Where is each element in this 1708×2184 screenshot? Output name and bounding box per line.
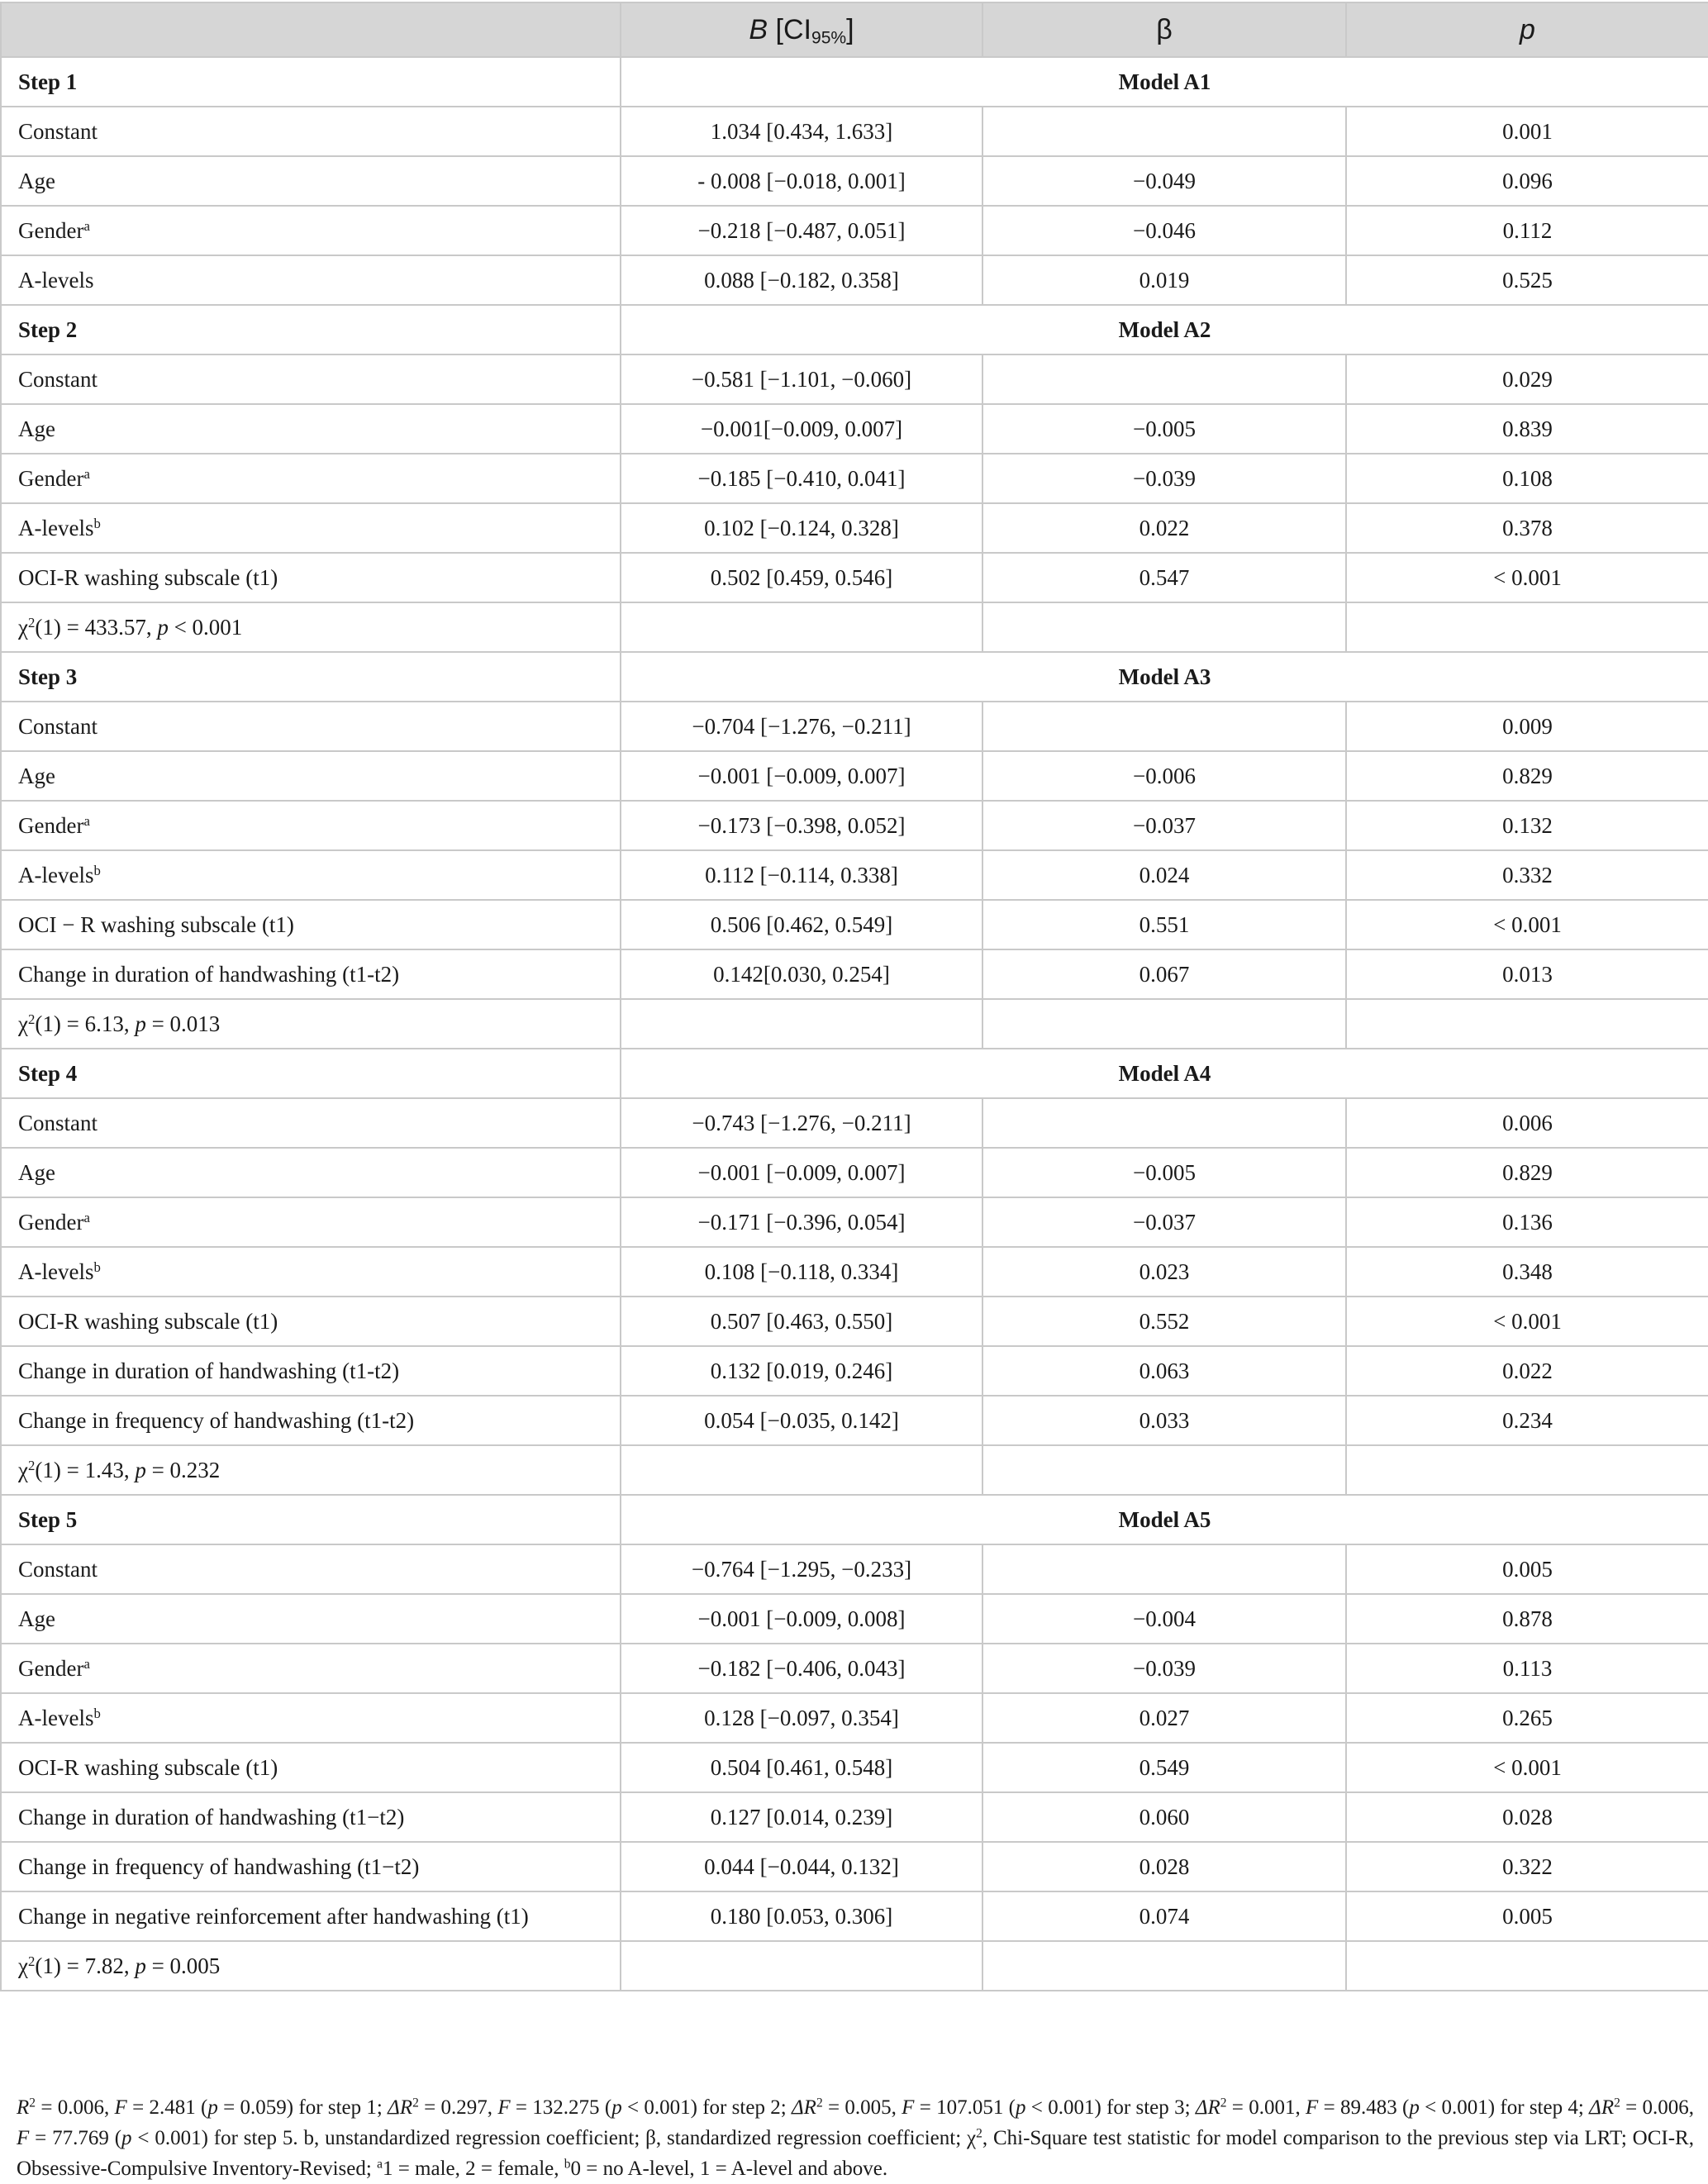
table-row	[1, 454, 1708, 503]
b-ci-value: −0.581 [−1.101, −0.060]	[621, 354, 982, 404]
b-ci-value: 0.112 [−0.114, 0.338]	[621, 850, 982, 900]
beta-value: 0.060	[982, 1792, 1346, 1842]
model-label: Model A5	[621, 1495, 1708, 1544]
beta-value: 0.549	[982, 1743, 1346, 1792]
beta-value: 0.024	[982, 850, 1346, 900]
p-value: 0.839	[1346, 404, 1708, 454]
b-ci-value: −0.764 [−1.295, −0.233]	[621, 1544, 982, 1594]
model-label: Model A1	[621, 57, 1708, 107]
predictor-label	[1, 503, 621, 553]
chi-symbol: χ	[18, 1953, 28, 1978]
chi-symbol: χ	[18, 1457, 28, 1482]
predictor-label	[1, 1346, 621, 1396]
empty-cell	[1346, 999, 1708, 1049]
header-p: p	[1346, 2, 1708, 57]
b-ci-value: 0.142[0.030, 0.254]	[621, 949, 982, 999]
beta-value: −0.049	[982, 156, 1346, 206]
table-row	[1, 702, 1708, 751]
predictor-name: Change in frequency of handwashing (t1−t2)	[18, 1853, 420, 1879]
beta-value	[982, 1098, 1346, 1148]
beta-value: 0.547	[982, 553, 1346, 602]
b-ci-value: 1.034 [0.434, 1.633]	[621, 107, 982, 156]
beta-value: 0.551	[982, 900, 1346, 949]
chi-p-symbol: p	[135, 1011, 146, 1036]
chi-square-stat	[1, 999, 621, 1049]
beta-value: 0.033	[982, 1396, 1346, 1445]
predictor-label	[1, 255, 621, 305]
table-row	[1, 1148, 1708, 1197]
table-row	[1, 1396, 1708, 1445]
p-value: 0.029	[1346, 354, 1708, 404]
table-row	[1, 1842, 1708, 1891]
b-ci-value: 0.507 [0.463, 0.550]	[621, 1297, 982, 1346]
predictor-name: Gender	[18, 812, 84, 838]
predictor-name: Constant	[18, 366, 98, 392]
predictor-footnote-mark: a	[83, 812, 90, 829]
b-ci-value: −0.218 [−0.487, 0.051]	[621, 206, 982, 255]
beta-value: 0.023	[982, 1247, 1346, 1297]
b-ci-value: −0.182 [−0.406, 0.043]	[621, 1644, 982, 1693]
predictor-label	[1, 107, 621, 156]
table-row	[1, 553, 1708, 602]
p-value: 0.005	[1346, 1544, 1708, 1594]
table-row	[1, 404, 1708, 454]
beta-value: 0.022	[982, 503, 1346, 553]
predictor-name: Gender	[18, 1209, 84, 1235]
step-label: Step 1	[1, 57, 621, 107]
b-ci-value: 0.102 [−0.124, 0.328]	[621, 503, 982, 553]
predictor-name: A-levels	[18, 1705, 94, 1730]
predictor-name: Change in duration of handwashing (t1-t2)	[18, 1358, 400, 1383]
table-row	[1, 1297, 1708, 1346]
predictor-name: Constant	[18, 713, 98, 739]
empty-cell	[982, 999, 1346, 1049]
chi-square-row	[1, 999, 1708, 1049]
predictor-footnote-mark: a	[83, 217, 90, 234]
b-ci-value: −0.704 [−1.276, −0.211]	[621, 702, 982, 751]
predictor-label	[1, 1544, 621, 1594]
b-ci-value: 0.044 [−0.044, 0.132]	[621, 1842, 982, 1891]
empty-cell	[621, 602, 982, 652]
beta-value: 0.067	[982, 949, 1346, 999]
b-ci-value: −0.001 [−0.009, 0.007]	[621, 751, 982, 801]
chi-df-value: (1) = 433.57,	[35, 614, 158, 640]
predictor-name: Constant	[18, 1556, 98, 1582]
beta-value: −0.039	[982, 454, 1346, 503]
p-value: 0.113	[1346, 1644, 1708, 1693]
predictor-name: A-levels	[18, 1259, 94, 1284]
table-row	[1, 1693, 1708, 1743]
predictor-label	[1, 702, 621, 751]
step-header-row	[1, 57, 1708, 107]
empty-cell	[982, 1941, 1346, 1991]
table-row	[1, 801, 1708, 850]
header-beta: β	[982, 2, 1346, 57]
table-row	[1, 503, 1708, 553]
chi-superscript: 2	[27, 1011, 36, 1027]
p-value: < 0.001	[1346, 553, 1708, 602]
model-label: Model A2	[621, 305, 1708, 354]
predictor-label	[1, 1297, 621, 1346]
predictor-name: Age	[18, 763, 55, 788]
beta-value	[982, 702, 1346, 751]
predictor-name: Age	[18, 416, 55, 441]
predictor-label	[1, 949, 621, 999]
predictor-footnote-mark: b	[93, 515, 101, 531]
chi-p-value: < 0.001	[168, 614, 243, 640]
beta-value: 0.019	[982, 255, 1346, 305]
p-value: < 0.001	[1346, 1743, 1708, 1792]
predictor-name: Age	[18, 168, 55, 193]
predictor-label	[1, 1644, 621, 1693]
beta-value: 0.027	[982, 1693, 1346, 1743]
predictor-name: Change in negative reinforcement after handwashing (t1)	[18, 1903, 529, 1929]
predictor-name: OCI − R washing subscale (t1)	[18, 911, 294, 937]
p-value: 0.013	[1346, 949, 1708, 999]
beta-value	[982, 1544, 1346, 1594]
p-value: 0.265	[1346, 1693, 1708, 1743]
predictor-label	[1, 1743, 621, 1792]
p-value: 0.348	[1346, 1247, 1708, 1297]
header-b: B $[CI_{95\%}]$	[621, 2, 982, 57]
p-value: 0.332	[1346, 850, 1708, 900]
p-value: 0.009	[1346, 702, 1708, 751]
step-label: Step 3	[1, 652, 621, 702]
predictor-label	[1, 553, 621, 602]
predictor-label	[1, 1792, 621, 1842]
predictor-name: Gender	[18, 465, 84, 491]
predictor-footnote-mark: b	[93, 1705, 101, 1721]
table-body	[1, 57, 1708, 1991]
predictor-label	[1, 751, 621, 801]
table-row	[1, 1346, 1708, 1396]
chi-p-symbol: p	[135, 1953, 146, 1978]
table-row	[1, 1743, 1708, 1792]
beta-value	[982, 107, 1346, 156]
step-label: Step 4	[1, 1049, 621, 1098]
table-row	[1, 1792, 1708, 1842]
b-ci-value: −0.001 [−0.009, 0.008]	[621, 1594, 982, 1644]
p-value: 0.378	[1346, 503, 1708, 553]
b-ci-value: 0.132 [0.019, 0.246]	[621, 1346, 982, 1396]
predictor-label	[1, 900, 621, 949]
p-value: 0.006	[1346, 1098, 1708, 1148]
table-row	[1, 1544, 1708, 1594]
predictor-label	[1, 1396, 621, 1445]
b-ci-value: 0.504 [0.461, 0.548]	[621, 1743, 982, 1792]
chi-p-value: = 0.232	[145, 1457, 221, 1482]
p-value: 0.005	[1346, 1891, 1708, 1941]
predictor-name: Age	[18, 1606, 55, 1631]
empty-cell	[621, 1445, 982, 1495]
b-ci-value: −0.001[−0.009, 0.007]	[621, 404, 982, 454]
table-row	[1, 107, 1708, 156]
chi-superscript: 2	[27, 1953, 36, 1969]
p-value: < 0.001	[1346, 1297, 1708, 1346]
model-label: Model A4	[621, 1049, 1708, 1098]
predictor-name: A-levels	[18, 862, 94, 887]
empty-cell	[621, 999, 982, 1049]
table-row	[1, 1197, 1708, 1247]
predictor-label	[1, 1197, 621, 1247]
chi-df-value: (1) = 7.82,	[35, 1953, 136, 1978]
empty-cell	[982, 602, 1346, 652]
predictor-name: Gender	[18, 217, 84, 243]
b-ci-value: −0.743 [−1.276, −0.211]	[621, 1098, 982, 1148]
b-ci-value: 0.180 [0.053, 0.306]	[621, 1891, 982, 1941]
beta-value: 0.074	[982, 1891, 1346, 1941]
chi-p-value: = 0.005	[145, 1953, 221, 1978]
predictor-label	[1, 354, 621, 404]
table-row	[1, 751, 1708, 801]
chi-square-stat	[1, 1941, 621, 1991]
predictor-name: Age	[18, 1159, 55, 1185]
p-value: 0.878	[1346, 1594, 1708, 1644]
p-value: 0.028	[1346, 1792, 1708, 1842]
step-header-row	[1, 1495, 1708, 1544]
predictor-label	[1, 404, 621, 454]
p-value: < 0.001	[1346, 900, 1708, 949]
b-ci-value: 0.108 [−0.118, 0.334]	[621, 1247, 982, 1297]
b-ci-value: - 0.008 [−0.018, 0.001]	[621, 156, 982, 206]
b-ci-value: 0.054 [−0.035, 0.142]	[621, 1396, 982, 1445]
b-ci-value: 0.088 [−0.182, 0.358]	[621, 255, 982, 305]
predictor-label	[1, 1098, 621, 1148]
predictor-label	[1, 454, 621, 503]
predictor-name: A-levels	[18, 267, 94, 293]
predictor-footnote-mark: a	[83, 465, 90, 482]
predictor-name: Constant	[18, 1110, 98, 1135]
b-ci-value: 0.128 [−0.097, 0.354]	[621, 1693, 982, 1743]
regression-table	[0, 2, 1708, 1991]
table-row	[1, 255, 1708, 305]
beta-value: −0.039	[982, 1644, 1346, 1693]
table-row	[1, 949, 1708, 999]
predictor-name: Change in duration of handwashing (t1−t2)	[18, 1804, 405, 1830]
predictor-label	[1, 1842, 621, 1891]
b-ci-value: 0.506 [0.462, 0.549]	[621, 900, 982, 949]
beta-value: −0.005	[982, 1148, 1346, 1197]
p-value: 0.001	[1346, 107, 1708, 156]
b-ci-value: −0.001 [−0.009, 0.007]	[621, 1148, 982, 1197]
predictor-name: Gender	[18, 1655, 84, 1681]
b-ci-value: −0.171 [−0.396, 0.054]	[621, 1197, 982, 1247]
predictor-footnote-mark: a	[83, 1209, 90, 1225]
chi-square-stat	[1, 602, 621, 652]
empty-cell	[1346, 1445, 1708, 1495]
predictor-label	[1, 1148, 621, 1197]
empty-cell	[1346, 602, 1708, 652]
chi-p-symbol: p	[135, 1457, 146, 1482]
b-ci-value: 0.502 [0.459, 0.546]	[621, 553, 982, 602]
beta-value: −0.005	[982, 404, 1346, 454]
predictor-label	[1, 850, 621, 900]
table-row	[1, 1891, 1708, 1941]
predictor-footnote-mark: a	[83, 1655, 90, 1672]
header-predictor	[1, 2, 621, 57]
chi-df-value: (1) = 1.43,	[35, 1457, 136, 1482]
predictor-footnote-mark: b	[93, 862, 101, 878]
predictor-name: OCI-R washing subscale (t1)	[18, 1308, 278, 1334]
b-ci-value: 0.127 [0.014, 0.239]	[621, 1792, 982, 1842]
table-row	[1, 156, 1708, 206]
chi-superscript: 2	[27, 614, 36, 630]
empty-cell	[621, 1941, 982, 1991]
p-value: 0.525	[1346, 255, 1708, 305]
p-value: 0.322	[1346, 1842, 1708, 1891]
beta-value: −0.046	[982, 206, 1346, 255]
model-label: Model A3	[621, 652, 1708, 702]
empty-cell	[982, 1445, 1346, 1495]
beta-value: 0.028	[982, 1842, 1346, 1891]
table-row	[1, 1594, 1708, 1644]
header-row	[1, 2, 1708, 57]
chi-square-stat	[1, 1445, 621, 1495]
step-header-row	[1, 305, 1708, 354]
beta-value: −0.037	[982, 801, 1346, 850]
p-value: 0.096	[1346, 156, 1708, 206]
chi-square-row	[1, 602, 1708, 652]
chi-square-row	[1, 1445, 1708, 1495]
p-value: 0.234	[1346, 1396, 1708, 1445]
table-row	[1, 1247, 1708, 1297]
chi-superscript: 2	[27, 1457, 36, 1473]
predictor-name: Change in frequency of handwashing (t1-t2)	[18, 1407, 415, 1433]
step-header-row	[1, 1049, 1708, 1098]
beta-value: −0.004	[982, 1594, 1346, 1644]
predictor-name: Change in duration of handwashing (t1-t2)	[18, 961, 400, 987]
step-label: Step 5	[1, 1495, 621, 1544]
chi-df-value: (1) = 6.13,	[35, 1011, 136, 1036]
p-value: 0.112	[1346, 206, 1708, 255]
beta-value: 0.552	[982, 1297, 1346, 1346]
b-ci-value: −0.173 [−0.398, 0.052]	[621, 801, 982, 850]
predictor-name: A-levels	[18, 515, 94, 540]
step-header-row	[1, 652, 1708, 702]
table-row	[1, 1098, 1708, 1148]
predictor-label	[1, 156, 621, 206]
table-footnote: $R^2 = 0.006$, F = 2.481 (p = 0.059) for step 1; $\Delta R^2 = 0.297$, F = 132.275 (p < 0.001) for step 2; $\Delta R^2 = 0.005$, F = 107.051 (p < 0.001) for step 3; $\Delta R^2 = 0.001$, F = 89.483 (p < 0.001) for step 4; $\Delta R^2 = 0.006$, F = 77.769 (p < 0.001) for step 5. b, unstandardized regression coefficient; β, standardized regression coefficient; $\chi^2$, Chi-Square test statistic for model comparison to the previous step via LRT; OCI-R, Obsessive-Compulsive Inventory-Revised; $^a$1 = male, 2 = female, $^b$0 = no A-level, 1 = A-level and above.	[17, 2096, 1695, 2180]
p-value: 0.108	[1346, 454, 1708, 503]
p-value: 0.132	[1346, 801, 1708, 850]
table-row	[1, 850, 1708, 900]
table-row	[1, 900, 1708, 949]
beta-value	[982, 354, 1346, 404]
p-value: 0.829	[1346, 751, 1708, 801]
predictor-label	[1, 1247, 621, 1297]
beta-value: −0.037	[982, 1197, 1346, 1247]
predictor-label	[1, 801, 621, 850]
p-value: 0.022	[1346, 1346, 1708, 1396]
beta-value: 0.063	[982, 1346, 1346, 1396]
predictor-label	[1, 1594, 621, 1644]
chi-symbol: χ	[18, 614, 28, 640]
predictor-name: OCI-R washing subscale (t1)	[18, 564, 278, 590]
chi-p-symbol: p	[157, 614, 169, 640]
b-ci-value: −0.185 [−0.410, 0.041]	[621, 454, 982, 503]
p-value: 0.136	[1346, 1197, 1708, 1247]
table-row	[1, 354, 1708, 404]
empty-cell	[1346, 1941, 1708, 1991]
predictor-name: Constant	[18, 118, 98, 144]
table-row	[1, 1644, 1708, 1693]
step-label: Step 2	[1, 305, 621, 354]
predictor-footnote-mark: b	[93, 1259, 101, 1275]
chi-p-value: = 0.013	[145, 1011, 221, 1036]
table-row	[1, 206, 1708, 255]
chi-symbol: χ	[18, 1011, 28, 1036]
predictor-name: OCI-R washing subscale (t1)	[18, 1754, 278, 1780]
chi-square-row	[1, 1941, 1708, 1991]
p-value: 0.829	[1346, 1148, 1708, 1197]
beta-value: −0.006	[982, 751, 1346, 801]
predictor-label	[1, 206, 621, 255]
predictor-label	[1, 1693, 621, 1743]
predictor-label	[1, 1891, 621, 1941]
